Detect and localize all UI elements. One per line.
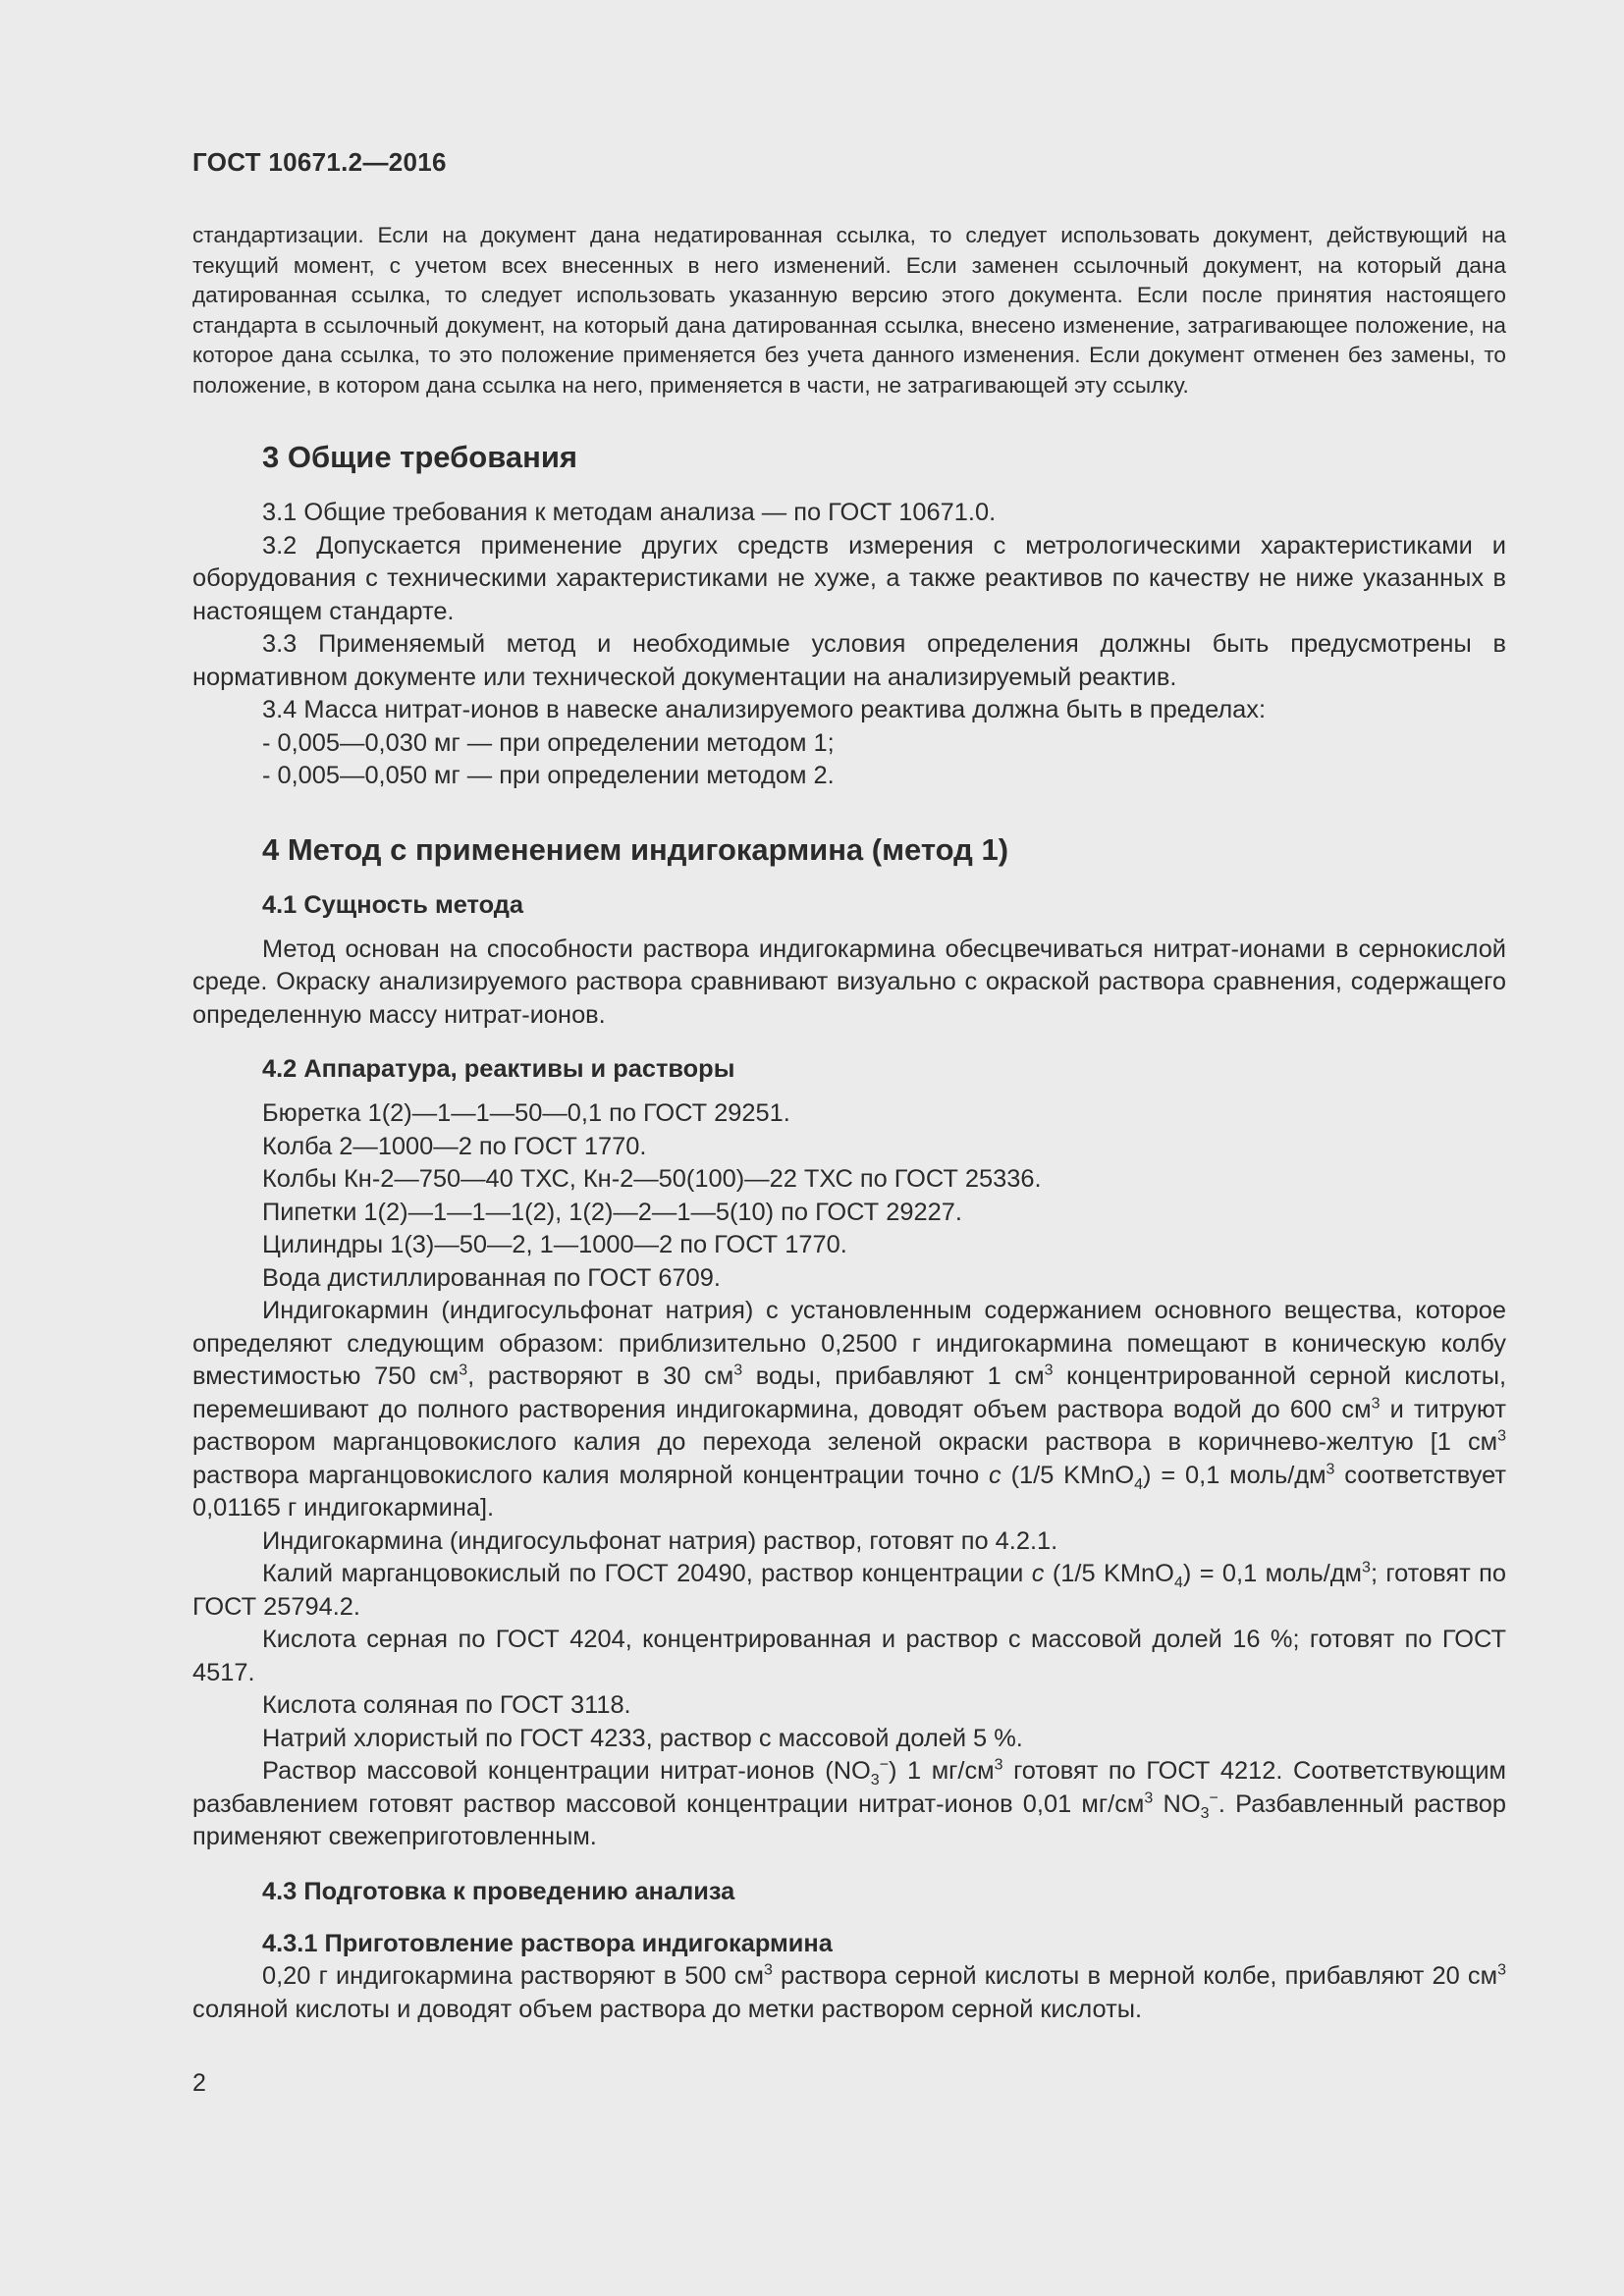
subsection-4-3-heading: 4.3 Подготовка к проведению анализа — [262, 1877, 735, 1905]
subsection-4-1-text: Метод основан на способности раствора индигокармина обесцвечиваться нитрат-ионами в сернокислой среде. Окраску анализируемого раствора сравнивают визуально с окраской раствора сравнения, содержащего определенную массу нитрат-ионов. — [192, 934, 1506, 1029]
equipment-line: Вода дистиллированная по ГОСТ 6709. — [262, 1263, 721, 1292]
section-4-heading: 4 Метод с применением индигокармина (метод 1) — [262, 831, 1009, 867]
equipment-line: Пипетки 1(2)—1—1—1(2), 1(2)—2—1—5(10) по ГОСТ 29227. — [262, 1198, 962, 1226]
subsection-4-3-1-heading: 4.3.1 Приготовление раствора индигокармина — [262, 1929, 833, 1957]
potassium-permanganate-paragraph: Калий марганцовокислый по ГОСТ 20490, раствор концентрации c (1/5 KMnO$_4$) = 0,1 моль/$дм^3$; готовят по ГОСТ 25794.2. — [192, 1559, 1506, 1621]
clause-3-4: 3.4 Масса нитрат-ионов в навеске анализируемого реактива должна быть в пределах: — [262, 696, 1267, 723]
equipment-line: Колбы Кн-2—750—40 ТХС, Кн-2—50(100)—22 ТХС по ГОСТ 25336. — [262, 1165, 1042, 1193]
document-id: ГОСТ 10671.2—2016 — [192, 147, 447, 177]
subsection-4-3-1-text: 0,20 г индигокармина растворяют в 500 $см^3$ раствора серной кислоты в мерной колбе, прибавляют 20 $см^3$ соляной кислоты и доводят объем раствора до метки раствором серной кислоты. — [192, 1961, 1506, 2023]
equipment-line: Колба 2—1000—2 по ГОСТ 1770. — [262, 1132, 647, 1160]
page-number: 2 — [192, 2069, 206, 2097]
equipment-line: Бюретка 1(2)—1—1—50—0,1 по ГОСТ 29251. — [262, 1099, 790, 1127]
clause-3-4-item-2: - 0,005—0,050 мг — при определении методом 2. — [262, 762, 835, 789]
intro-paragraph: стандартизации. Если на документ дана недатированная ссылка, то следует использовать документ, действующий на текущий момент, с учетом всех внесенных в него изменений. Если заменен ссылочный документ, на который дана датированная ссылка, то следует использовать указанную версию этого документа. Если после принятия настоящего стандарта в ссылочный документ, на который дана датированная ссылка, внесено изменение, затрагивающее положение, на которое дана ссылка, то это положение применяется без учета данного изменения. Если документ отменен без замены, то положение, в котором дана ссылка на него, применяется в части, не затрагивающей эту ссылку. — [192, 223, 1506, 398]
sodium-chloride-line: Натрий хлористый по ГОСТ 4233, раствор с массовой долей 5 %. — [262, 1724, 1023, 1752]
indigo-carmine-paragraph: Индигокармин (индигосульфонат натрия) с установленным содержанием основного вещества, которое определяют следующим образом: приблизительно 0,2500 г индигокармина помещают в коническую колбу вместимостью 750 $см^3$, растворяют в 30 $см^3$ воды, прибавляют 1 $см^3$ концентрированной серной кислоты, перемешивают до полного растворения индигокармина, доводят объем раствора водой до 600 $см^3$ и титруют раствором марганцовокислого калия до перехода зеленой окраски раствора в коричнево-желтую [1 $см^3$ раствора марганцовокислого калия молярной концентрации точно c (1/5 KMnO$_4$) = 0,1 моль/$дм^3$ соответствует 0,01165 г индигокармина]. — [192, 1297, 1507, 1522]
nitrate-solution-paragraph: Раствор массовой концентрации нитрат-ионов $(NO_3^-)$ 1 $мг/см^3$ готовят по ГОСТ 4212. Соответствующим разбавлением готовят раствор массовой концентрации нитрат-ионов 0,01 $мг/см^3$ $NO_3^-$. Разбавленный раствор применяют свежеприготовленным. — [192, 1756, 1507, 1850]
clause-3-4-item-1: - 0,005—0,030 мг — при определении методом 1; — [262, 728, 835, 757]
indigo-solution-line: Индигокармина (индигосульфонат натрия) раствор, готовят по 4.2.1. — [262, 1526, 1058, 1555]
subsection-4-1-heading: 4.1 Сущность метода — [262, 890, 524, 919]
equipment-line: Цилиндры 1(3)—50—2, 1—1000—2 по ГОСТ 1770. — [262, 1231, 847, 1258]
hydrochloric-acid-line: Кислота соляная по ГОСТ 3118. — [262, 1691, 631, 1719]
clause-3-3: 3.3 Применяемый метод и необходимые условия определения должны быть предусмотрены в нормативном документе или технической документации на анализируемый реактив. — [192, 630, 1506, 691]
document-page — [192, 147, 1506, 2026]
sulfuric-acid-paragraph: Кислота серная по ГОСТ 4204, концентрированная и раствор с массовой долей 16 %; готовят по ГОСТ 4517. — [192, 1626, 1506, 1686]
subsection-4-2-heading: 4.2 Аппаратура, реактивы и растворы — [262, 1055, 735, 1083]
clause-3-2: 3.2 Допускается применение других средств измерения с метрологическими характеристиками и оборудования с техническими характеристиками не хуже, а также реактивов по качеству не ниже указанных в настоящем стандарте. — [192, 531, 1506, 625]
section-3-heading: 3 Общие требования — [262, 440, 577, 474]
clause-3-1: 3.1 Общие требования к методам анализа — по ГОСТ 10671.0. — [262, 499, 997, 526]
